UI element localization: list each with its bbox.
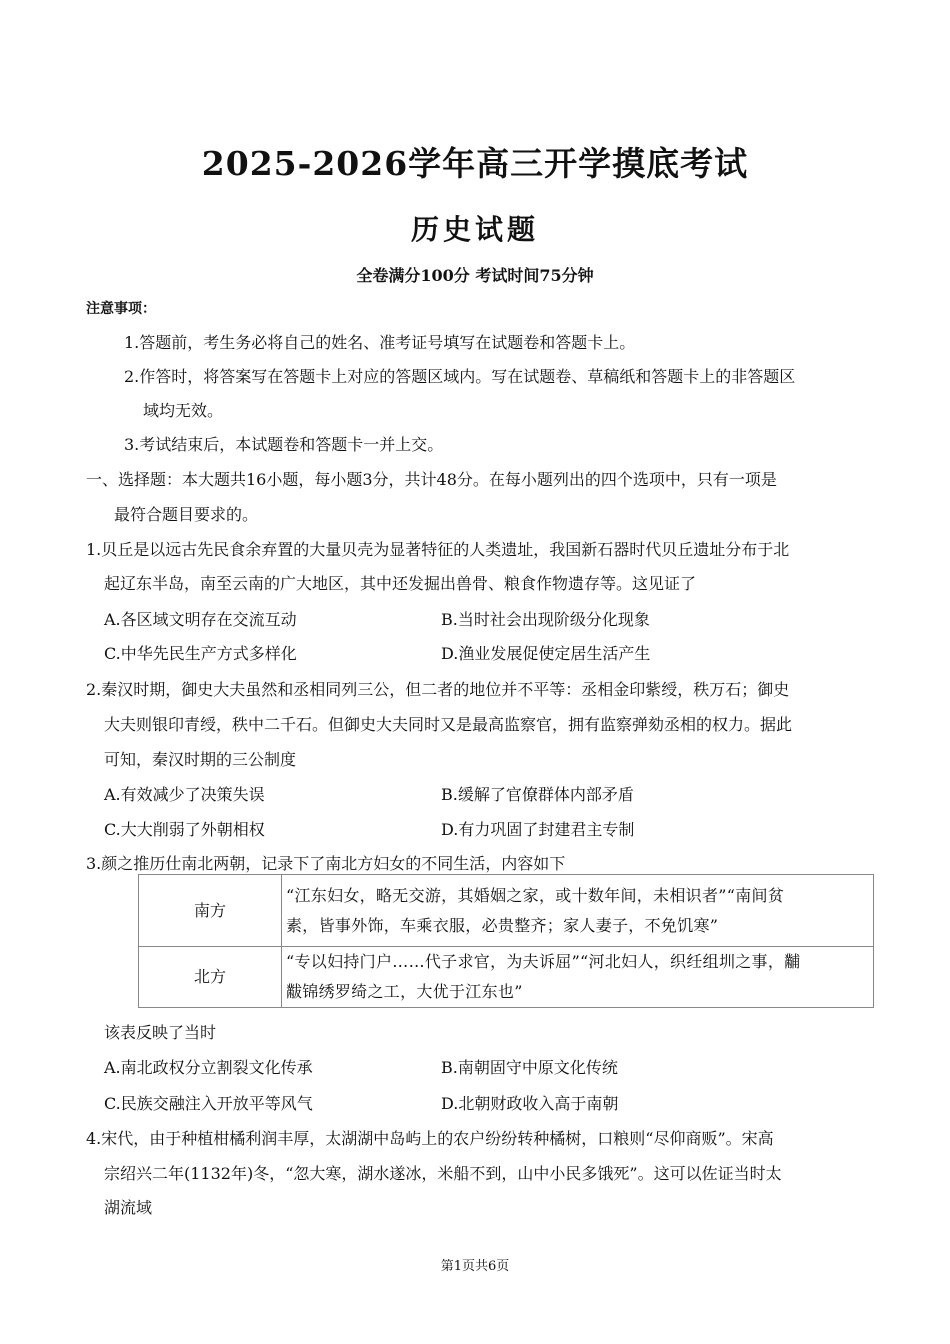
notice-heading: 注意事项： [86, 301, 156, 317]
question-3-option-d: D.北朝财政收入高于南朝 [441, 1094, 619, 1113]
section-instructions: 最符合题目要求的。 [114, 505, 259, 524]
question-3-option-b: B.南朝固守中原文化传统 [441, 1058, 618, 1077]
question-4-stem: 4.宋代，由于种植柑橘利润丰厚，太湖湖中岛屿上的农户纷纷转种橘树，口粮则“尽仰商贩”。宋高 [86, 1129, 774, 1148]
question-2-stem: 可知，秦汉时期的三公制度 [104, 750, 297, 769]
exam-info: 全卷满分100分 考试时间75分钟 [356, 266, 594, 285]
table-row [139, 875, 874, 947]
notice-item: 1.答题前，考生务必将自己的姓名、准考证号填写在试题卷和答题卡上。 [124, 333, 636, 352]
table-text-line: 素，皆事外饰，车乘衣服，必贵整齐；家人妻子，不免饥寒” [286, 915, 719, 935]
table-label-north: 北方 [139, 947, 282, 1008]
table-label-south: 南方 [139, 875, 282, 947]
table-row [139, 947, 874, 1008]
question-1-option-d: D.渔业发展促使定居生活产生 [441, 644, 651, 663]
question-1-stem: 1.贝丘是以远古先民食余弃置的大量贝壳为显著特征的人类遗址，我国新石器时代贝丘遗址分布于北 [86, 540, 790, 559]
subject-title: 历史试题 [410, 213, 539, 246]
question-2-option-a: A.有效减少了决策失误 [104, 785, 265, 804]
table-text-south [282, 875, 874, 947]
notice-item: 域均无效。 [143, 401, 224, 420]
question-4-stem: 湖流域 [104, 1198, 153, 1217]
question-1-option-c: C.中华先民生产方式多样化 [104, 644, 297, 663]
page-number: 第1页共6页 [440, 1259, 510, 1274]
question-3-table [138, 874, 874, 1008]
question-3-option-c: C.民族交融注入开放平等风气 [104, 1094, 313, 1113]
table-text-north [282, 947, 874, 1008]
question-3-stem: 3.颜之推历仕南北两朝，记录下了南北方妇女的不同生活，内容如下 [86, 854, 566, 873]
question-3-prompt: 该表反映了当时 [104, 1023, 217, 1042]
question-4-stem: 宗绍兴二年(1132年)冬，“忽大寒，湖水遂冰，米船不到，山中小民多饿死”。这可以佐证当时太 [104, 1164, 782, 1183]
question-1-option-a: A.各区域文明存在交流互动 [104, 610, 297, 629]
question-1-stem: 起辽东半岛，南至云南的广大地区，其中还发掘出兽骨、粮食作物遗存等。这见证了 [104, 574, 697, 593]
notice-item: 2.作答时，将答案写在答题卡上对应的答题区域内。写在试题卷、草稿纸和答题卡上的非答题区 [124, 367, 796, 386]
question-2-stem: 大夫则银印青绶，秩中二千石。但御史大夫同时又是最高监察官，拥有监察弹劾丞相的权力。据此 [104, 715, 793, 734]
question-1-option-b: B.当时社会出现阶级分化现象 [441, 610, 650, 629]
table-text-line: “江东妇女，略无交游，其婚姻之家，或十数年间，未相识者”“南间贫 [286, 885, 785, 905]
question-2-stem: 2.秦汉时期，御史大夫虽然和丞相同列三公，但二者的地位并不平等：丞相金印紫绶，秩万石；御史 [86, 680, 790, 699]
question-2-option-b: B.缓解了官僚群体内部矛盾 [441, 785, 634, 804]
table-text-line: 黻锦绣罗绮之工，大优于江东也” [286, 982, 523, 1001]
question-3-option-a: A.南北政权分立割裂文化传承 [104, 1058, 313, 1077]
notice-item: 3.考试结束后，本试题卷和答题卡一并上交。 [124, 435, 444, 454]
exam-title: 2025-2026学年高三开学摸底考试 [201, 144, 749, 183]
section-instructions: 一、选择题：本大题共16小题，每小题3分，共计48分。在每小题列出的四个选项中，只有一项是 [86, 470, 777, 489]
table-text-line: “专以妇持门户……代子求官，为夫诉屈”“河北妇人，织纴组圳之事，黼 [286, 952, 801, 971]
question-2-option-c: C.大大削弱了外朝相权 [104, 820, 265, 839]
question-2-option-d: D.有力巩固了封建君主专制 [441, 820, 635, 839]
